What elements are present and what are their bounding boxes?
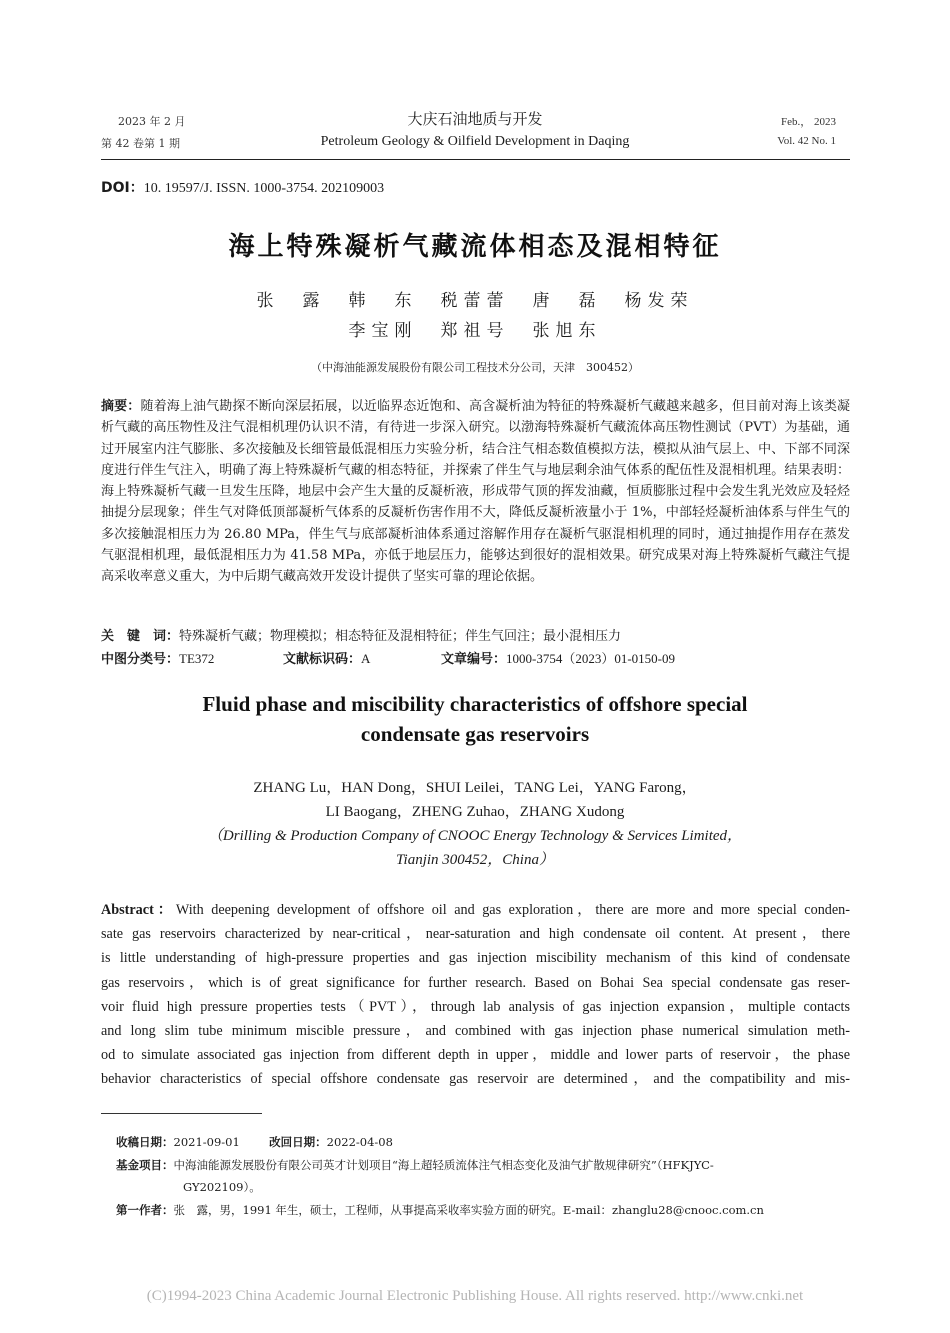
author-value: 张 露，男，1991 年生，硕士，工程师，从事提高采收率实验方面的研究。E-mail：zhanglu28@cnooc.com.cn — [173, 1203, 764, 1217]
page-title-cn: 海上特殊凝析气藏流体相态及混相特征 — [228, 232, 722, 262]
abstract-cn-label: 摘要： — [101, 399, 141, 414]
fund-project — [116, 1155, 838, 1175]
abstract-en-label: Abstract： — [101, 902, 176, 918]
abstract-en-line — [101, 898, 850, 922]
received-dates — [116, 1132, 393, 1152]
received-value: 2021-09-01 — [173, 1135, 240, 1149]
header-date: 2023 年 2 月 — [118, 115, 186, 128]
fund-label: 基金项目： — [116, 1158, 174, 1172]
document-code — [283, 648, 370, 667]
revised-label: 改回日期： — [269, 1135, 327, 1149]
doc-label: 文献标识码： — [283, 652, 362, 667]
abstract-cn-text: 随着海上油气勘探不断向深层拓展，以近临界态近饱和、高含凝析油为特征的特殊凝析气藏越来越多，但目前对海上该类凝析气藏的高压物性及注气混相机理仍认识不清，有待进一步深入研究。以渤海特殊凝析气藏流体高压物性测试（PVT）为基础，通过开展室内注气膨胀、多次接触及长细管最低混相压力实验分析，结合注气相态数值模拟方法，模拟从油气层上、中、下部不同深度进行伴生气注入，明确了海上特殊凝析气藏的相态特征，并探索了伴生气与地层剩余油气体系的配伍性及混相机理。结果表明：海上特殊凝析气藏一旦发生压降，地层中会产生大量的反凝析液，形成带气顶的挥发油藏，恒质膨胀过程中会发生乳光效应及轻烃抽提分层现象；伴生气对降低顶部凝析气体系的反凝析伤害作用不大，降低反凝析液量小于 1%，中部轻烃凝析油体系与伴生气的多次接触混相压力为 26.80 MPa，伴生气与底部凝析油体系通过溶解作用存在凝析气驱混相机理的同时，通过抽提作用存在蒸发气驱混相机理，最低混相压力为 41.58 MPa，亦低于地层压力，能够达到很好的混相效果。研究成果对海上特殊凝析气藏注气提高采收率意义重大，为中后期气藏高效开发设计提供了坚实可靠的理论依据。 — [101, 399, 850, 585]
received-label: 收稿日期： — [116, 1135, 174, 1149]
clc-label: 中图分类号： — [101, 652, 180, 667]
journal-title-cn: 大庆石油地质与开发 — [407, 110, 543, 128]
header-volume: 第 42 卷第 1 期 — [101, 137, 180, 150]
abstract-cn — [101, 396, 850, 588]
doi-label: DOI： — [101, 180, 144, 196]
abstract-en — [101, 898, 850, 1092]
header-date-en: Feb.， 2023 — [781, 116, 836, 128]
clc-code — [101, 648, 214, 667]
first-author — [116, 1200, 838, 1220]
authors-en-line2: LI Baogang，ZHENG Zuhao，ZHANG Xudong — [325, 804, 625, 820]
article-number — [441, 648, 675, 667]
revised-value: 2022-04-08 — [326, 1135, 393, 1149]
header-rule — [101, 159, 850, 160]
page-title-en-line1: Fluid phase and miscibility characteristics of offshore special — [202, 692, 748, 716]
footnote-rule — [101, 1113, 262, 1114]
abstract-en-text: With deepening development of offshore oil and gas exploration，there are more and more special conden- — [175, 902, 850, 918]
abstract-en-line: and long slim tube minimum miscible pressure，and combined with gas injection phase numerical simulation meth- — [101, 1022, 850, 1039]
affiliation-en-line2: Tianjin 300452，China） — [396, 852, 554, 868]
fund-value-continued: GY202109）。 — [183, 1180, 261, 1194]
abstract-en-line: voir fluid high pressure properties tests（PVT），through lab analysis of gas injection expansion，multiple contacts — [101, 998, 850, 1015]
keywords-label: 关 键 词： — [101, 629, 180, 644]
abstract-en-line: gas reservoirs，which is of great significance for further research. Based on Bohai Sea special condensate gas reser- — [101, 974, 850, 991]
abstract-en-line: od to simulate associated gas injection from different depth in upper，middle and lower parts of reservoir，the phase — [101, 1047, 850, 1064]
author-label: 第一作者： — [116, 1203, 174, 1217]
doc-value: A — [361, 651, 371, 666]
authors-cn-line2: 李宝刚 郑祖号 张旭东 — [348, 321, 602, 341]
abstract-en-line: behavior characteristics of special offshore condensate gas reservoir are determined，and the compatibility and mis- — [101, 1071, 850, 1088]
authors-en-line1: ZHANG Lu，HAN Dong，SHUI Leilei，TANG Lei，YANG Farong， — [253, 780, 697, 796]
doi-line — [101, 177, 384, 197]
article-value: 1000-3754（2023）01-0150-09 — [506, 651, 676, 666]
clc-value: TE372 — [179, 651, 215, 666]
header-volume-en: Vol. 42 No. 1 — [777, 135, 836, 147]
affiliation-en-line1: （Drilling & Production Company of CNOOC Energy Technology & Services Limited， — [207, 828, 743, 844]
page-title-en-line2: condensate gas reservoirs — [360, 722, 590, 746]
keywords-text: 特殊凝析气藏；物理模拟；相态特征及混相特征；伴生气回注；最小混相压力 — [179, 629, 622, 644]
authors-cn-line1: 张 露 韩 东 税蕾蕾 唐 磊 杨发荣 — [256, 291, 694, 311]
abstract-en-line: sate gas reservoirs characterized by near-critical，near-saturation and high condensate oil content. At present，there — [101, 926, 850, 943]
article-label: 文章编号： — [441, 652, 507, 667]
copyright-watermark: (C)1994-2023 China Academic Journal Electronic Publishing House. All rights reserved. http://www.cnki.net — [146, 1288, 804, 1304]
keywords — [101, 625, 850, 644]
fund-value: 中海油能源发展股份有限公司英才计划项目“海上超轻质流体注气相态变化及油气扩散规律研究”（HFKJYC- — [173, 1158, 714, 1172]
abstract-en-line: is little understanding of high-pressure properties and gas injection miscibility mechanism of this kind of condensate — [101, 950, 850, 967]
affiliation-cn: （中海油能源发展股份有限公司工程技术分公司，天津 300452） — [311, 361, 639, 374]
doi-value[interactable]: 10. 19597/J. ISSN. 1000-3754. 202109003 — [143, 181, 385, 196]
journal-title-en: Petroleum Geology & Oilfield Development in Daqing — [320, 134, 630, 149]
